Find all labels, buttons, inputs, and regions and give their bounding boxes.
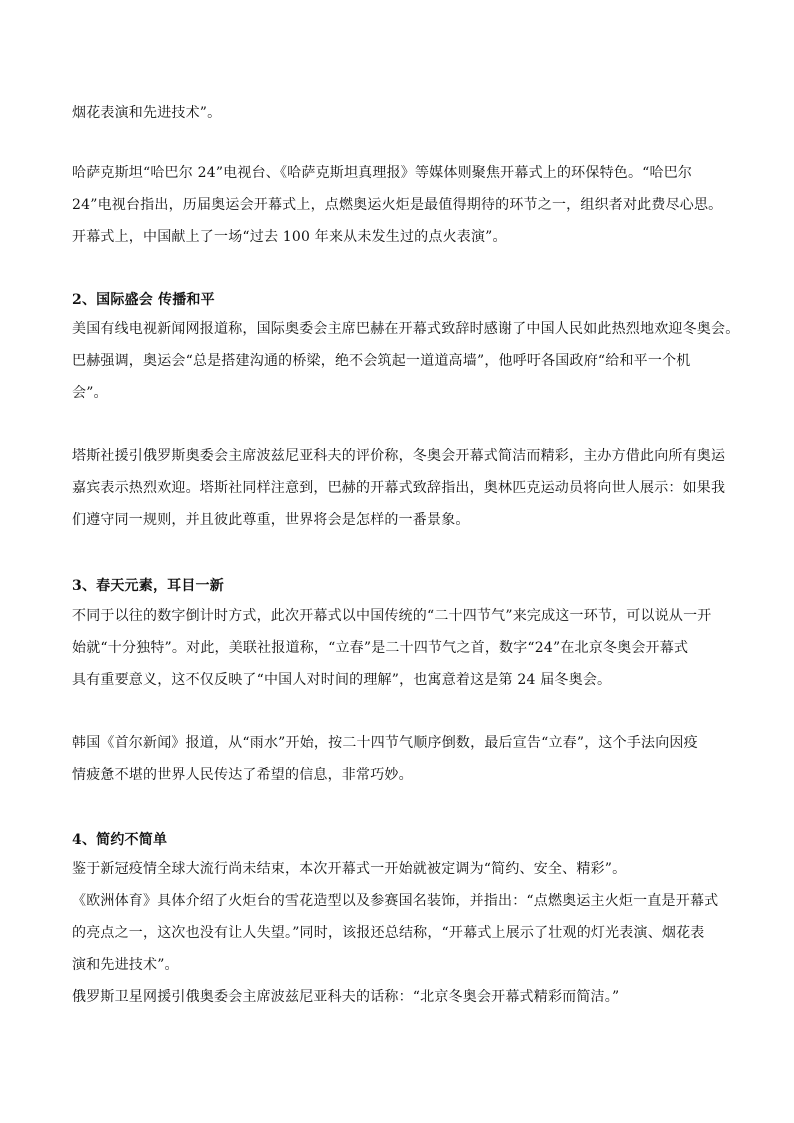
- section-3-paragraph-1-line-3: 具有重要意义，这不仅反映了“中国人对时间的理解”，也寓意着这是第 24 届冬奥会。: [72, 672, 612, 688]
- section-3-paragraph-1-line-2: 始就“十分独特”。对此，美联社报道称，“立春”是二十四节气之首，数字“24”在北京冬奥会开幕式: [72, 640, 689, 656]
- section-4-heading: 4、简约不简单: [72, 832, 168, 848]
- section-3-paragraph-1-line-1: 不同于以往的数字倒计时方式，此次开幕式以中国传统的“二十四节气”来完成这一环节，可以说从一开: [72, 608, 712, 624]
- section-2-paragraph-1-line-3: 会”。: [72, 385, 108, 401]
- section-4-line-5: 俄罗斯卫星网援引俄奥委会主席波兹尼亚科夫的话称：“北京冬奥会开幕式精彩而简洁。”: [72, 989, 620, 1005]
- kazakhstan-paragraph-line-1: 哈萨克斯坦“哈巴尔 24”电视台、《哈萨克斯坦真理报》等媒体则聚焦开幕式上的环保特色。“哈巴尔: [72, 165, 693, 181]
- section-3-paragraph-2-line-2: 情疲惫不堪的世界人民传达了希望的信息，非常巧妙。: [72, 767, 413, 783]
- section-2-heading: 2、国际盛会 传播和平: [72, 292, 215, 308]
- section-4-line-3: 的亮点之一，这次也没有让人失望。”同时，该报还总结称，“开幕式上展示了壮观的灯光表演、烟花表: [72, 925, 705, 941]
- section-4-line-2: 《欧洲体育》具体介绍了火炬台的雪花造型以及参赛国名装饰，并指出：“点燃奥运主火炬一直是开幕式: [72, 893, 719, 909]
- section-3-paragraph-2-line-1: 韩国《首尔新闻》报道，从“雨水”开始，按二十四节气顺序倒数，最后宣告“立春”，这个手法向因疫: [72, 735, 698, 751]
- section-4-line-1: 鉴于新冠疫情全球大流行尚未结束，本次开幕式一开始就被定调为“简约、安全、精彩”。: [72, 861, 627, 877]
- section-2-paragraph-1-line-2: 巴赫强调，奥运会“总是搭建沟通的桥梁，绝不会筑起一道道高墙”，他呼吁各国政府“给和平一个机: [72, 353, 691, 369]
- section-2-paragraph-2-line-3: 们遵守同一规则，并且彼此尊重，世界将会是怎样的一番景象。: [72, 512, 470, 528]
- section-2-paragraph-2-line-2: 嘉宾表示热烈欢迎。塔斯社同样注意到，巴赫的开幕式致辞指出，奥林匹克运动员将向世人展示：如果我: [72, 480, 726, 496]
- kazakhstan-paragraph-line-2: 24”电视台指出，历届奥运会开幕式上，点燃奥运火炬是最值得期待的环节之一，组织者对此费尽心思。: [72, 197, 723, 213]
- section-2-paragraph-2-line-1: 塔斯社援引俄罗斯奥委会主席波兹尼亚科夫的评价称，冬奥会开幕式简洁而精彩，主办方借此向所有奥运: [72, 448, 726, 464]
- intro-line-1: 烟花表演和先进技术”。: [72, 105, 222, 121]
- section-4-line-4: 演和先进技术”。: [72, 957, 179, 973]
- kazakhstan-paragraph-line-3: 开幕式上，中国献上了一场“过去 100 年来从未发生过的点火表演”。: [72, 229, 507, 245]
- section-3-heading: 3、春天元素，耳目一新: [72, 578, 224, 594]
- section-2-paragraph-1-line-1: 美国有线电视新闻网报道称，国际奥委会主席巴赫在开幕式致辞时感谢了中国人民如此热烈地欢迎冬奥会。: [72, 321, 740, 337]
